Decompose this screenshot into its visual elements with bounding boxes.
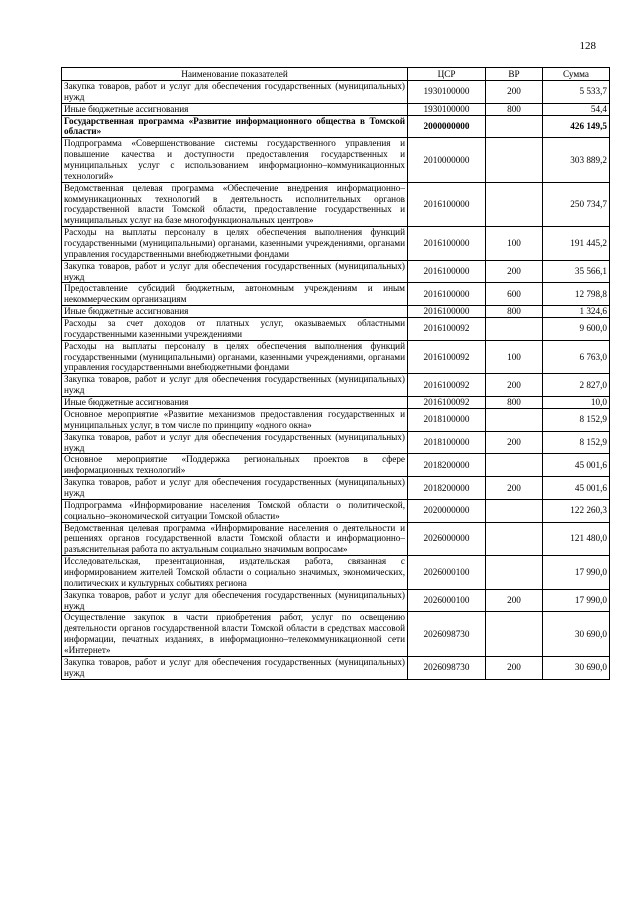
table-row — [62, 431, 610, 454]
table-row — [62, 522, 610, 556]
cell-name: Основное мероприятие «Поддержка региональных проектов в сфере информационных технологий» — [62, 454, 408, 477]
cell-csr: 2016100000 — [408, 227, 486, 261]
cell-csr: 2026000100 — [408, 556, 486, 590]
table-row — [62, 454, 610, 477]
cell-csr: 1930100000 — [408, 81, 486, 104]
cell-csr: 1930100000 — [408, 103, 486, 115]
cell-sum: 426 149,5 — [543, 115, 610, 138]
table-row — [62, 115, 610, 138]
header-name: Наименование показателей — [62, 68, 408, 81]
table-row — [62, 81, 610, 104]
cell-sum: 8 152,9 — [543, 408, 610, 431]
cell-sum: 9 600,0 — [543, 318, 610, 341]
table-row — [62, 138, 610, 182]
cell-sum: 2 827,0 — [543, 374, 610, 397]
cell-name: Исследовательская, презентационная, издательская работа, связанная с информированием жителей Томской области о социально значимых, экономических, политических и культурных событиях региона — [62, 556, 408, 590]
cell-csr: 2016100092 — [408, 374, 486, 397]
cell-csr: 2018100000 — [408, 408, 486, 431]
header-sum: Сумма — [543, 68, 610, 81]
table-row — [62, 397, 610, 409]
cell-name: Закупка товаров, работ и услуг для обеспечения государственных (муниципальных) нужд — [62, 477, 408, 500]
header-csr: ЦСР — [408, 68, 486, 81]
cell-vr: 200 — [486, 374, 543, 397]
cell-csr: 2016100000 — [408, 306, 486, 318]
table-row — [62, 306, 610, 318]
cell-name: Закупка товаров, работ и услуг для обеспечения государственных (муниципальных) нужд — [62, 656, 408, 679]
cell-vr: 200 — [486, 477, 543, 500]
cell-vr: 800 — [486, 397, 543, 409]
cell-vr — [486, 318, 543, 341]
cell-name: Государственная программа «Развитие информационного общества в Томской области» — [62, 115, 408, 138]
page-number: 128 — [579, 40, 596, 52]
cell-name: Предоставление субсидий бюджетным, автономным учреждениям и иным некоммерческим организациям — [62, 283, 408, 306]
cell-sum: 8 152,9 — [543, 431, 610, 454]
cell-vr: 200 — [486, 589, 543, 612]
cell-name: Иные бюджетные ассигнования — [62, 397, 408, 409]
table-row — [62, 374, 610, 397]
cell-sum: 6 763,0 — [543, 340, 610, 374]
cell-vr — [486, 182, 543, 226]
cell-vr — [486, 138, 543, 182]
cell-sum: 45 001,6 — [543, 477, 610, 500]
table-row — [62, 227, 610, 261]
cell-vr — [486, 408, 543, 431]
cell-name: Ведомственная целевая программа «Информирование населения о деятельности и решениях органов государственной власти Томской области и информационно–разъяснительная работа по актуальным социально значимым вопросам» — [62, 522, 408, 556]
cell-sum: 30 690,0 — [543, 612, 610, 656]
cell-vr: 800 — [486, 306, 543, 318]
cell-sum: 12 798,8 — [543, 283, 610, 306]
cell-name: Ведомственная целевая программа «Обеспечение внедрения информационно–коммуникационных технологий в деятельность исполнительных органов государственной власти Томской области, предоставление государственных и муниципальных услуг на базе многофункциональных центров» — [62, 182, 408, 226]
cell-vr: 200 — [486, 431, 543, 454]
cell-csr: 2016100000 — [408, 283, 486, 306]
table-row — [62, 260, 610, 283]
cell-csr: 2026000100 — [408, 589, 486, 612]
cell-sum: 54,4 — [543, 103, 610, 115]
cell-csr: 2010000000 — [408, 138, 486, 182]
cell-sum: 35 566,1 — [543, 260, 610, 283]
cell-csr: 2000000000 — [408, 115, 486, 138]
table-row — [62, 318, 610, 341]
cell-vr — [486, 115, 543, 138]
table-row — [62, 499, 610, 522]
cell-sum: 1 324,6 — [543, 306, 610, 318]
cell-vr — [486, 612, 543, 656]
cell-csr: 2020000000 — [408, 499, 486, 522]
cell-sum: 17 990,0 — [543, 589, 610, 612]
table-body — [62, 81, 610, 680]
table-row — [62, 589, 610, 612]
cell-name: Основное мероприятие «Развитие механизмов предоставления государственных и муниципальных услуг, в том числе по принципу «одного окна» — [62, 408, 408, 431]
cell-name: Подпрограмма «Информирование населения Томской области о политической, социально–экономической ситуации Томской области» — [62, 499, 408, 522]
cell-vr — [486, 454, 543, 477]
cell-name: Закупка товаров, работ и услуг для обеспечения государственных (муниципальных) нужд — [62, 431, 408, 454]
table-row — [62, 656, 610, 679]
table-row — [62, 556, 610, 590]
cell-name: Закупка товаров, работ и услуг для обеспечения государственных (муниципальных) нужд — [62, 374, 408, 397]
cell-csr: 2016100000 — [408, 260, 486, 283]
cell-csr: 2018200000 — [408, 454, 486, 477]
table-row — [62, 340, 610, 374]
cell-sum: 10,0 — [543, 397, 610, 409]
cell-name: Иные бюджетные ассигнования — [62, 306, 408, 318]
cell-sum: 45 001,6 — [543, 454, 610, 477]
cell-csr: 2016100092 — [408, 318, 486, 341]
cell-vr — [486, 499, 543, 522]
cell-sum: 122 260,3 — [543, 499, 610, 522]
cell-csr: 2026098730 — [408, 656, 486, 679]
table-row — [62, 182, 610, 226]
cell-name: Расходы на выплаты персоналу в целях обеспечения выполнения функций государственными (муниципальными) органами, казенными учреждениями, органами управления государственными внебюджетными фондами — [62, 340, 408, 374]
cell-name: Закупка товаров, работ и услуг для обеспечения государственных (муниципальных) нужд — [62, 81, 408, 104]
cell-sum: 17 990,0 — [543, 556, 610, 590]
table-row — [62, 612, 610, 656]
cell-name: Иные бюджетные ассигнования — [62, 103, 408, 115]
cell-sum: 250 734,7 — [543, 182, 610, 226]
cell-vr: 800 — [486, 103, 543, 115]
cell-csr: 2026098730 — [408, 612, 486, 656]
cell-vr — [486, 522, 543, 556]
cell-sum: 30 690,0 — [543, 656, 610, 679]
cell-vr: 200 — [486, 81, 543, 104]
cell-csr: 2018100000 — [408, 431, 486, 454]
cell-csr: 2016100092 — [408, 340, 486, 374]
cell-vr: 200 — [486, 260, 543, 283]
budget-table — [61, 67, 610, 680]
cell-name: Расходы на выплаты персоналу в целях обеспечения выполнения функций государственными (муниципальными) органами, казенными учреждениями, органами управления государственными внебюджетными фондами — [62, 227, 408, 261]
cell-vr — [486, 556, 543, 590]
cell-name: Закупка товаров, работ и услуг для обеспечения государственных (муниципальных) нужд — [62, 589, 408, 612]
table-row — [62, 283, 610, 306]
cell-csr: 2016100000 — [408, 182, 486, 226]
table-row — [62, 103, 610, 115]
cell-name: Подпрограмма «Совершенствование системы государственного управления и повышение качества и доступности предоставления государственных и муниципальных услуг с использованием информационно–коммуникационных технологий» — [62, 138, 408, 182]
cell-sum: 5 533,7 — [543, 81, 610, 104]
table-row — [62, 477, 610, 500]
cell-vr: 200 — [486, 656, 543, 679]
cell-vr: 100 — [486, 340, 543, 374]
cell-vr: 100 — [486, 227, 543, 261]
cell-csr: 2018200000 — [408, 477, 486, 500]
header-vr: ВР — [486, 68, 543, 81]
table-row — [62, 408, 610, 431]
cell-vr: 600 — [486, 283, 543, 306]
cell-sum: 303 889,2 — [543, 138, 610, 182]
cell-csr: 2016100092 — [408, 397, 486, 409]
cell-sum: 191 445,2 — [543, 227, 610, 261]
cell-name: Расходы за счет доходов от платных услуг, оказываемых областными государственными казенными учреждениями — [62, 318, 408, 341]
cell-name: Закупка товаров, работ и услуг для обеспечения государственных (муниципальных) нужд — [62, 260, 408, 283]
cell-sum: 121 480,0 — [543, 522, 610, 556]
cell-name: Осуществление закупок в части приобретения работ, услуг по освещению деятельности органов государственной власти Томской области в средствах массовой информации, печатных изданиях, в информационно–телекоммуникационной сети «Интернет» — [62, 612, 408, 656]
cell-csr: 2026000000 — [408, 522, 486, 556]
table-header-row — [62, 68, 610, 81]
